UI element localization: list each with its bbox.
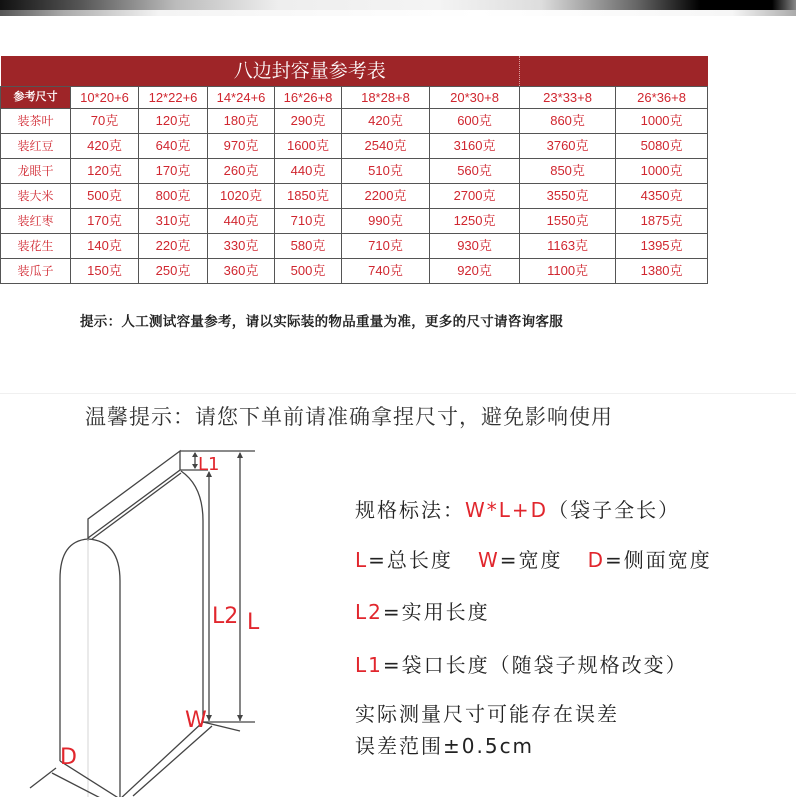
d-label: D — [60, 745, 77, 770]
table-note: 提示：人工测试容量参考，请以实际装的物品重量为准，更多的尺寸请咨询客服 — [80, 310, 563, 330]
cell: 990克 — [342, 209, 430, 234]
cell: 860克 — [520, 109, 616, 134]
cell: 500克 — [71, 184, 139, 209]
cell: 170克 — [139, 159, 208, 184]
bag-dimension-diagram — [0, 441, 300, 797]
cell: 510克 — [342, 159, 430, 184]
def-line-l2 — [355, 596, 490, 625]
row-label: 装红豆 — [1, 134, 71, 159]
def-d-key: D — [588, 548, 605, 572]
top-image-strip — [0, 0, 796, 10]
table-title-row — [1, 56, 796, 87]
cell: 420克 — [71, 134, 139, 159]
cell: 2200克 — [342, 184, 430, 209]
error-line-2: 误差范围±0.5cm — [355, 730, 534, 759]
cell: 260克 — [208, 159, 275, 184]
spec-suffix: （袋子全长） — [548, 498, 680, 522]
top-image-strip-shadow — [0, 10, 796, 16]
cell: 170克 — [71, 209, 139, 234]
size-header: 16*26+8 — [275, 87, 342, 109]
row-label: 装瓜子 — [1, 259, 71, 284]
def-l-value: =总长度 — [368, 548, 453, 572]
def-d-value: =侧面宽度 — [605, 548, 712, 572]
cell: 290克 — [275, 109, 342, 134]
corner-label: 参考尺寸 — [1, 87, 71, 109]
table-row — [1, 159, 796, 184]
cell: 640克 — [139, 134, 208, 159]
spec-prefix: 规格标法： — [355, 498, 465, 522]
table-row — [1, 109, 796, 134]
def-w-value: =宽度 — [500, 548, 563, 572]
cell: 600克 — [430, 109, 520, 134]
cell: 330克 — [208, 234, 275, 259]
cell: 440克 — [208, 209, 275, 234]
row-label: 装茶叶 — [1, 109, 71, 134]
row-label: 装红枣 — [1, 209, 71, 234]
cell: 3760克 — [520, 134, 616, 159]
def-l2-key: L2 — [355, 600, 383, 624]
table-row — [1, 209, 796, 234]
l2-label: L2 — [212, 604, 238, 629]
cell: 2540克 — [342, 134, 430, 159]
table-header-row — [1, 87, 796, 109]
cell: 1100克 — [520, 259, 616, 284]
cell: 710克 — [342, 234, 430, 259]
size-header: 10*20+6 — [71, 87, 139, 109]
table-row — [1, 234, 796, 259]
cell: 120克 — [139, 109, 208, 134]
cell: 120克 — [71, 159, 139, 184]
cell: 1000克 — [616, 109, 708, 134]
cell: 850克 — [520, 159, 616, 184]
def-l2-value: =实用长度 — [383, 600, 490, 624]
size-header: 26*36+8 — [616, 87, 708, 109]
cell: 500克 — [275, 259, 342, 284]
cell: 70克 — [71, 109, 139, 134]
cell: 1250克 — [430, 209, 520, 234]
cell: 1875克 — [616, 209, 708, 234]
size-header: 14*24+6 — [208, 87, 275, 109]
row-label: 龙眼干 — [1, 159, 71, 184]
cell: 1163克 — [520, 234, 616, 259]
cell: 1395克 — [616, 234, 708, 259]
cell: 1600克 — [275, 134, 342, 159]
table-row — [1, 259, 796, 284]
cell: 180克 — [208, 109, 275, 134]
cell: 2700克 — [430, 184, 520, 209]
cell: 1550克 — [520, 209, 616, 234]
table-row — [1, 134, 796, 159]
def-w-key: W — [478, 548, 500, 572]
cell: 3550克 — [520, 184, 616, 209]
def-l1-key: L1 — [355, 653, 383, 677]
warm-tip-heading: 温馨提示：请您下单前请准确拿捏尺寸，避免影响使用 — [85, 401, 613, 431]
row-label: 装大米 — [1, 184, 71, 209]
cell: 420克 — [342, 109, 430, 134]
def-l-key: L — [355, 548, 368, 572]
row-label: 装花生 — [1, 234, 71, 259]
spec-formula: W*L+D — [465, 498, 548, 522]
cell: 740克 — [342, 259, 430, 284]
cell: 710克 — [275, 209, 342, 234]
w-label: W — [185, 708, 207, 733]
capacity-reference-table — [0, 56, 796, 284]
cell: 920克 — [430, 259, 520, 284]
cell: 4350克 — [616, 184, 708, 209]
l-label: L — [247, 610, 260, 635]
size-header: 12*22+6 — [139, 87, 208, 109]
cell: 1000克 — [616, 159, 708, 184]
size-header: 18*28+8 — [342, 87, 430, 109]
cell: 310克 — [139, 209, 208, 234]
cell: 970克 — [208, 134, 275, 159]
def-l1-value: =袋口长度（随袋子规格改变） — [383, 653, 688, 677]
l1-label: L1 — [198, 454, 219, 475]
size-guide-panel — [0, 393, 796, 797]
size-header: 20*30+8 — [430, 87, 520, 109]
cell: 800克 — [139, 184, 208, 209]
def-line-l-w-d — [355, 544, 712, 573]
cell: 140克 — [71, 234, 139, 259]
cell: 5080克 — [616, 134, 708, 159]
size-header: 23*33+8 — [520, 87, 616, 109]
table-title: 八边封容量参考表 — [1, 56, 520, 87]
cell: 440克 — [275, 159, 342, 184]
cell: 360克 — [208, 259, 275, 284]
cell: 560克 — [430, 159, 520, 184]
cell: 220克 — [139, 234, 208, 259]
cell: 250克 — [139, 259, 208, 284]
table-row — [1, 184, 796, 209]
spec-formula-line — [355, 494, 680, 523]
cell: 930克 — [430, 234, 520, 259]
error-line-1: 实际测量尺寸可能存在误差 — [355, 698, 619, 727]
table-title-blank — [520, 56, 708, 87]
cell: 3160克 — [430, 134, 520, 159]
cell: 150克 — [71, 259, 139, 284]
def-line-l1 — [355, 649, 688, 678]
cell: 1380克 — [616, 259, 708, 284]
cell: 1850克 — [275, 184, 342, 209]
cell: 580克 — [275, 234, 342, 259]
cell: 1020克 — [208, 184, 275, 209]
